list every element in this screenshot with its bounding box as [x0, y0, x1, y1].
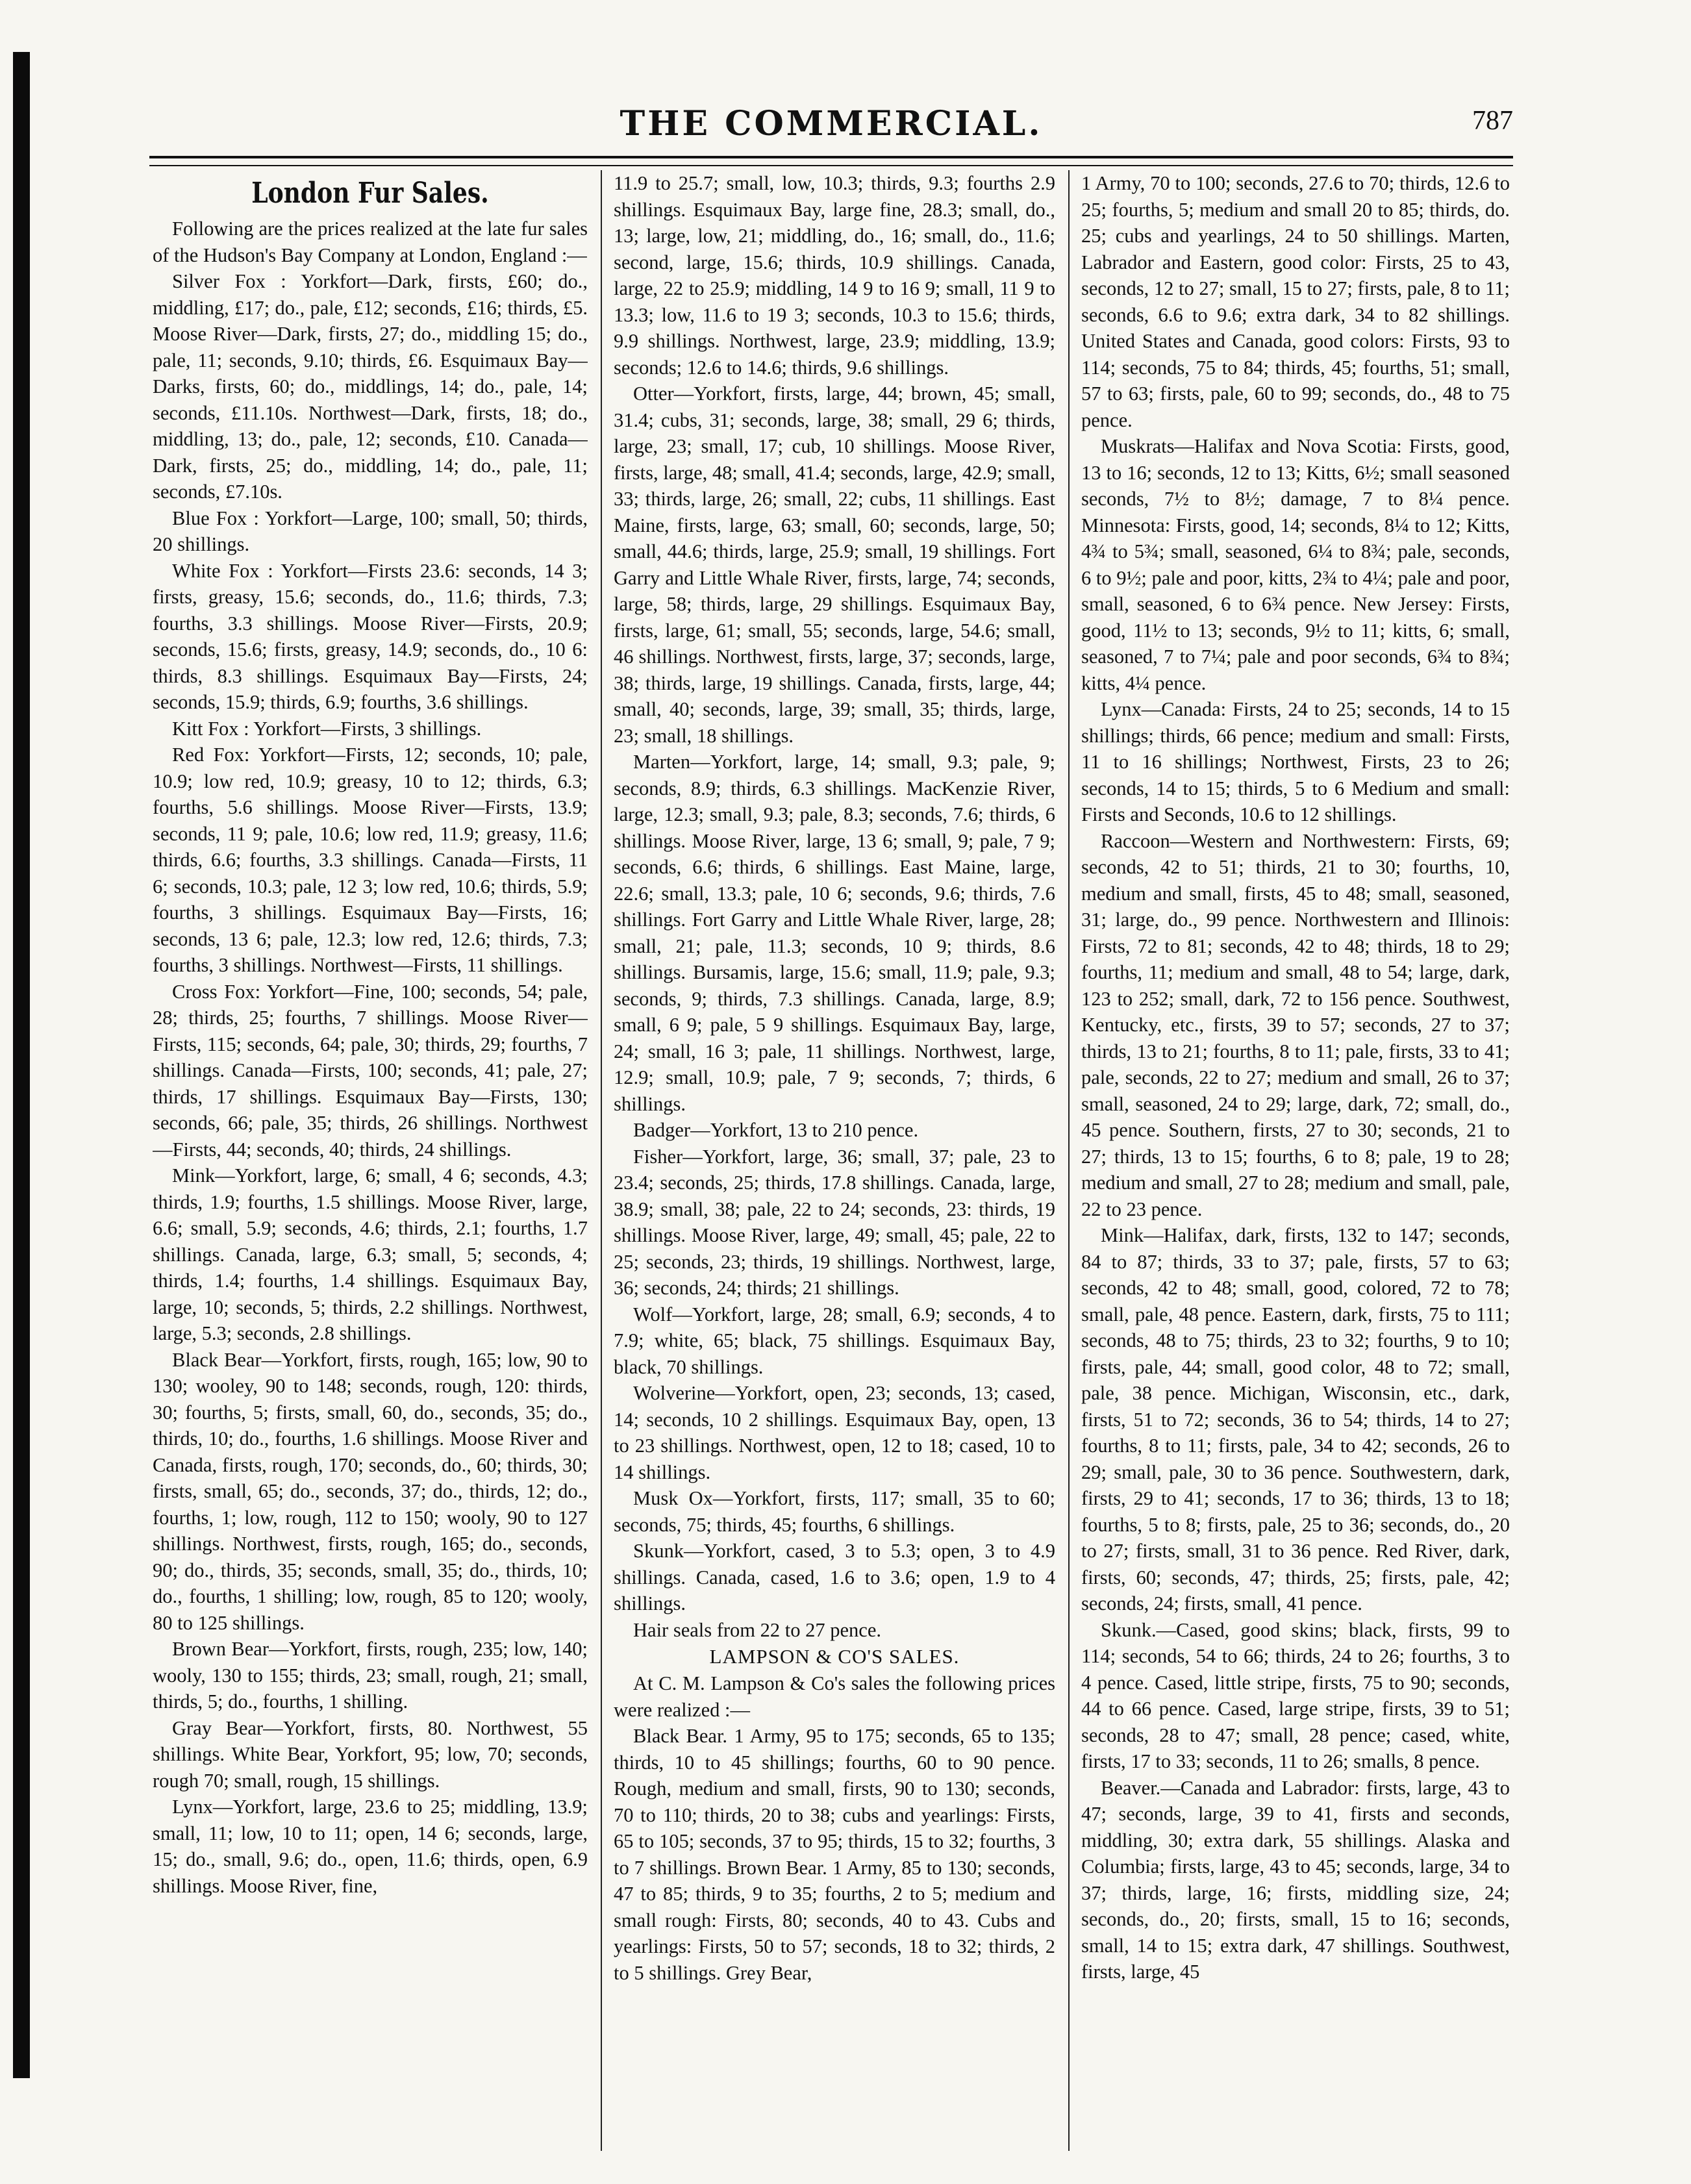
paragraph: Black Bear. 1 Army, 95 to 175; seconds, 65 to 135; thirds, 10 to 45 shillings; fourths, 60 to 90 pence. Rough, medium and small, firsts, 90 to 130; seconds, 70 to 110; thirds, 20 to 38; cubs and yearlings: Firsts, 65 to 105; seconds, 37 to 95; thirds, 15 to 32; fourths, 3 to 7 shillings. Brown Bear. 1 Army, 85 to 130; seconds, 47 to 85; thirds, 9 to 35; fourths, 2 to 5; medium and small rough: Firsts, 80; seconds, 40 to 43. Cubs and yearlings: Firsts, 50 to 57; seconds, 18 to 32; thirds, 2 to 5 shillings. Grey Bear, [614, 1725, 1055, 1984]
paragraph: Badger—Yorkfort, 13 to 210 pence. [633, 1119, 919, 1141]
column-1 [153, 170, 588, 2151]
paragraph: At C. M. Lampson & Co's sales the following prices were realized :— [614, 1672, 1055, 1721]
column-3 [1081, 170, 1510, 2151]
paragraph: Mink—Yorkfort, large, 6; small, 4 6; seconds, 4.3; thirds, 1.9; fourths, 1.5 shillings. Moose River, large, 6.6; small, 5.9; seconds, 4.6; thirds, 2.1; fourths, 1.7 shillings. Canada, large, 6.3; small, 5; seconds, 4; thirds, 1.4; fourths, 1.4 shillings. Esquimaux Bay, large, 10; seconds, 5; thirds, 2.2 shillings. Northwest, large, 5.3; seconds, 2.8 shillings. [153, 1164, 588, 1344]
page-number: 787 [1472, 106, 1513, 136]
paragraph: Blue Fox : Yorkfort—Large, 100; small, 50; thirds, 20 shillings. [153, 507, 588, 555]
paragraph: Otter—Yorkfort, firsts, large, 44; brown, 45; small, 31.4; cubs, 31; seconds, large, 38; small, 29 6; thirds, large, 23; small, 17; cub, 10 shillings. Moose River, firsts, large, 48; small, 41.4; seconds, large, 42.9; small, 33; thirds, large, 26; small, 22; cubs, 11 shillings. East Maine, firsts, large, 63; small, 60; seconds, large, 50; small, 44.6; thirds, large, 25.9; small, 19 shillings. Fort Garry and Little Whale River, firsts, large, 74; seconds, large, 58; thirds, large, 29 shillings. Esquimaux Bay, firsts, large, 61; small, 55; seconds, large, 54.6; small, 46 shillings. Northwest, firsts, large, 37; seconds, large, 38; thirds, large, 19 shillings. Canada, firsts, large, 44; small, 40; seconds, large, 39; small, 35; thirds, large, 23; small, 18 shillings. [614, 383, 1055, 747]
paragraph: Wolverine—Yorkfort, open, 23; seconds, 13; cased, 14; seconds, 10 2 shillings. Esquimaux Bay, open, 13 to 23 shillings. Northwest, open, 12 to 18; cased, 10 to 14 shillings. [614, 1382, 1055, 1483]
paragraph: Cross Fox: Yorkfort—Fine, 100; seconds, 54; pale, 28; thirds, 25; fourths, 7 shillings. Moose River—Firsts, 115; seconds, 64; pale, 30; thirds, 29; fourths, 7 shillings. Canada—Firsts, 100; seconds, 41; pale, 27; thirds, 17 shillings. Esquimaux Bay—Firsts, 130; seconds, 66; pale, 35; thirds, 26 shillings. Northwest—Firsts, 44; seconds, 40; thirds, 24 shillings. [153, 980, 588, 1161]
paragraph: Raccoon—Western and Northwestern: Firsts, 69; seconds, 42 to 51; thirds, 21 to 30; fourths, 10, medium and small, firsts, 45 to 48; small, seasoned, 31; large, do., 99 pence. Northwestern and Illinois: Firsts, 72 to 81; seconds, 42 to 48; thirds, 18 to 29; fourths, 11; medium and small, 48 to 54; large, dark, 123 to 252; small, dark, 72 to 156 pence. Southwest, Kentucky, etc., firsts, 39 to 57; seconds, 27 to 37; thirds, 13 to 21; fourths, 8 to 11; pale, firsts, 33 to 41; pale, seconds, 22 to 27; medium and small, 26 to 37; small, seasoned, 24 to 29; large, dark, 72; small, do., 45 pence. Southern, firsts, 27 to 30; seconds, 21 to 27; thirds, 13 to 15; fourths, 6 to 8; pale, 19 to 28; medium and small, 27 to 28; medium and small, pale, 22 to 23 pence. [1081, 829, 1510, 1220]
paragraph: Marten—Yorkfort, large, 14; small, 9.3; pale, 9; seconds, 8.9; thirds, 6.3 shillings. MacKenzie River, large, 12.3; small, 9.3; pale, 8.3; seconds, 7.6; thirds, 6 shillings. Moose River, large, 13 6; small, 9; pale, 7 9; seconds, 6.6; thirds, 6 shillings. East Maine, large, 22.6; small, 13.3; pale, 10 6; seconds, 9.6; thirds, 7.6 shillings. Fort Garry and Little Whale River, large, 28; small, 21; pale, 11.3; seconds, 10 9; thirds, 8.6 shillings. Bursamis, large, 15.6; small, 11.9; pale, 9.3; seconds, 9; thirds, 7.3 shillings. Canada, large, 8.9; small, 6 9; pale, 5 9 shillings. Esquimaux Bay, large, 24; small, 16 3; pale, 11 shillings. Northwest, large, 12.9; small, 10.9; pale, 7 9; seconds, 7; thirds, 6 shillings. [614, 751, 1055, 1115]
paragraph: Skunk—Yorkfort, cased, 3 to 5.3; open, 3 to 4.9 shillings. Canada, cased, 1.6 to 3.6; open, 1.9 to 4 shillings. [614, 1540, 1055, 1614]
paragraph: Black Bear—Yorkfort, firsts, rough, 165; low, 90 to 130; wooley, 90 to 148; seconds, rough, 120: thirds, 30; fourths, 5; firsts, small, 60, do., seconds, 35; do., thirds, 10; do., fourths, 1.6 shillings. Moose River and Canada, firsts, rough, 170; seconds, do., 60; thirds, 30; firsts, small, 65; do., seconds, 37; do., thirds, 12; do., fourths, 1; low, rough, 112 to 150; wooly, 90 to 127 shillings. Northwest, firsts, rough, 165; do., seconds, 90; do., thirds, 35; seconds, small, 35; do., thirds, 10; do., fourths, 1 shilling; low, rough, 85 to 120; wooly, 80 to 125 shillings. [153, 1348, 588, 1634]
masthead: THE COMMERCIAL. [620, 104, 1043, 144]
paragraph: 11.9 to 25.7; small, low, 10.3; thirds, 9.3; fourths 2.9 shillings. Esquimaux Bay, large fine, 28.3; small, do., 13; large, low, 21; middling, do., 16; small, do., 11.6; second, large, 15.6; thirds, 10.9 shillings. Canada, large, 22 to 25.9; middling, 14 9 to 16 9; small, 11 9 to 13.3; low, 11.6 to 19 3; seconds, 10.3 to 15.6; thirds, 9.9 shillings. Northwest, large, 23.9; middling, 13.9; seconds; 12.6 to 14.6; thirds, 9.6 shillings. [614, 172, 1055, 379]
paragraph: Kitt Fox : Yorkfort—Firsts, 3 shillings. [172, 717, 482, 740]
section-title: London Fur Sales. [251, 177, 489, 210]
binding-edge [13, 52, 30, 2078]
paragraph: Beaver.—Canada and Labrador: firsts, large, 43 to 47; seconds, large, 39 to 41, firsts and seconds, middling, 30; extra dark, 55 shillings. Alaska and Columbia; firsts, large, 43 to 45; seconds, large, 34 to 37; thirds, large, 16; firsts, middling size, 24; seconds, do., 20; firsts, small, 15 to 16; seconds, small, 14 to 15; extra dark, 47 shillings. Southwest, firsts, large, 45 [1081, 1776, 1510, 1983]
page-header [149, 97, 1513, 156]
paragraph: Musk Ox—Yorkfort, firsts, 117; small, 35 to 60; seconds, 75; thirds, 45; fourths, 6 shillings. [614, 1487, 1055, 1536]
paragraph: Gray Bear—Yorkfort, firsts, 80. Northwest, 55 shillings. White Bear, Yorkfort, 95; low, 70; seconds, rough 70; small, rough, 15 shillings. [153, 1716, 588, 1792]
paragraph: Red Fox: Yorkfort—Firsts, 12; seconds, 10; pale, 10.9; low red, 10.9; greasy, 10 to 12; thirds, 6.3; fourths, 5.6 shillings. Moose River—Firsts, 13.9; seconds, 11 9; pale, 10.6; low red, 11.9; greasy, 11.6; thirds, 6.6; fourths, 3.3 shillings. Canada—Firsts, 11 6; seconds, 10.3; pale, 12 3; low red, 10.6; thirds, 5.9; fourths, 3 shillings. Esquimaux Bay—Firsts, 16; seconds, 13 6; pale, 12.3; low red, 12.6; thirds, 7.3; fourths, 3 shillings. Northwest—Firsts, 11 shillings. [153, 744, 588, 976]
paragraph: Skunk.—Cased, good skins; black, firsts, 99 to 114; seconds, 54 to 66; thirds, 24 to 26; fourths, 3 to 4 pence. Cased, little stripe, firsts, 75 to 90; seconds, 44 to 66 pence. Cased, large stripe, firsts, 39 to 51; seconds, 28 to 47; small, 28 pence; cased, white, firsts, 17 to 33; seconds, 11 to 26; smalls, 8 pence. [1081, 1618, 1510, 1772]
paragraph: 1 Army, 70 to 100; seconds, 27.6 to 70; thirds, 12.6 to 25; fourths, 5; medium and small 20 to 85; thirds, do. 25; cubs and yearlings, 24 to 50 shillings. Marten, Labrador and Eastern, good color: Firsts, 25 to 43, seconds, 12 to 27; small, 15 to 27; firsts, pale, 8 to 11; seconds, 6.6 to 9.6; extra dark, 34 to 82 shillings. United States and Canada, good colors: Firsts, 93 to 114; seconds, 75 to 84; thirds, 45; fourths, 51; small, 57 to 63; firsts, pale, 60 to 99; seconds, do., 48 to 75 pence. [1081, 172, 1510, 431]
sub-heading: LAMPSON & CO'S SALES. [709, 1645, 960, 1668]
paragraph: White Fox : Yorkfort—Firsts 23.6: seconds, 14 3; firsts, greasy, 15.6; seconds, do., 11.6; thirds, 7.3; fourths, 3.3 shillings. Moose River—Firsts, 20.9; seconds, 15.6; firsts, greasy, 14.9; seconds, do., 10 6: thirds, 8.3 shillings. Esquimaux Bay—Firsts, 24; seconds, 15.9; thirds, 6.9; fourths, 3.6 shillings. [153, 559, 588, 713]
article-columns [153, 170, 1510, 2151]
paragraph: Mink—Halifax, dark, firsts, 132 to 147; seconds, 84 to 87; thirds, 33 to 37; pale, firsts, 57 to 63; seconds, 42 to 48; small, good, colored, 72 to 78; small, pale, 48 pence. Eastern, dark, firsts, 75 to 111; seconds, 48 to 75; thirds, 23 to 32; fourths, 9 to 10; firsts, pale, 44; small, good color, 48 to 72; small, pale, 38 pence. Michigan, Wisconsin, etc., dark, firsts, 51 to 72; seconds, 36 to 54; thirds, 14 to 27; fourths, 8 to 11; firsts, pale, 34 to 42; seconds, 26 to 29; small, pale, 30 to 36 pence. Southwestern, dark, firsts, 29 to 41; seconds, 17 to 36; thirds, 13 to 18; fourths, 5 to 8; firsts, pale, 25 to 36; seconds, do., 20 to 27; firsts, small, 31 to 36 pence. Red River, dark, firsts, 60; seconds, 47; thirds, 25; firsts, pale, 42; seconds, 24; firsts, small, 41 pence. [1081, 1224, 1510, 1614]
paragraph: Silver Fox : Yorkfort—Dark, firsts, £60; do., middling, £17; do., pale, £12; seconds, £16; thirds, £5. Moose River—Dark, firsts, 27; do., middling 15; do., pale, 11; seconds, 9.10; thirds, £6. Esquimaux Bay—Darks, firsts, 60; do., middlings, 14; do., pale, 14; seconds, £11.10s. Northwest—Dark, firsts, 18; do., middling, 13; do., pale, 12; seconds, £10. Canada—Dark, firsts, 25; do., middling, 14; do., pale, 11; seconds, £7.10s. [153, 270, 588, 503]
paragraph: Fisher—Yorkfort, large, 36; small, 37; pale, 23 to 23.4; seconds, 25; thirds, 17.8 shillings. Canada, large, 38.9; small, 38; pale, 22 to 24; seconds, 23: thirds, 19 shillings. Moose River, large, 49; small, 45; pale, 22 to 25; seconds, 23; thirds, 19 shillings. Northwest, large, 36; seconds, 24; thirds; 21 shillings. [614, 1145, 1055, 1299]
paragraph: Muskrats—Halifax and Nova Scotia: Firsts, good, 13 to 16; seconds, 12 to 13; Kitts, 6½; small seasoned seconds, 7½ to 8½; damage, 7 to 8¼ pence. Minnesota: Firsts, good, 14; seconds, 8¼ to 12; Kitts, 4¾ to 5¾; small, seasoned, 6¼ to 8¾; pale, seconds, 6 to 9½; pale and poor, kitts, 2¾ to 4¼; pale and poor, small, seasoned, 6 to 6¾ pence. New Jersey: Firsts, good, 11½ to 13; seconds, 9½ to 11; kitts, 6; small, seasoned, 7 to 7¼; pale and poor seconds, 6¾ to 8¾; kitts, 4¼ pence. [1081, 435, 1510, 694]
paragraph: Lynx—Yorkfort, large, 23.6 to 25; middling, 13.9; small, 11; low, 10 to 11; open, 14 6; seconds, large, 15; do., small, 9.6; do., open, 11.6; thirds, open, 6.9 shillings. Moose River, fine, [153, 1796, 588, 1897]
paragraph: Brown Bear—Yorkfort, firsts, rough, 235; low, 140; wooly, 130 to 155; thirds, 23; small, rough, 21; small, thirds, 5; do., fourths, 1 shilling. [153, 1638, 588, 1713]
paragraph: Following are the prices realized at the late fur sales of the Hudson's Bay Company at London, England :— [153, 218, 588, 266]
column-divider [601, 170, 602, 2151]
column-2 [614, 170, 1055, 2151]
header-rule [149, 156, 1513, 166]
column-divider [1068, 170, 1070, 2151]
paragraph: Hair seals from 22 to 27 pence. [633, 1618, 881, 1641]
paragraph: Wolf—Yorkfort, large, 28; small, 6.9; seconds, 4 to 7.9; white, 65; black, 75 shillings. Esquimaux Bay, black, 70 shillings. [614, 1303, 1055, 1378]
paragraph: Lynx—Canada: Firsts, 24 to 25; seconds, 14 to 15 shillings; thirds, 66 pence; medium and small: Firsts, 11 to 16 shillings; Northwest, Firsts, 23 to 26; seconds, 14 to 15; thirds, 5 to 6 Medium and small: Firsts and Seconds, 10.6 to 12 shillings. [1081, 698, 1510, 825]
